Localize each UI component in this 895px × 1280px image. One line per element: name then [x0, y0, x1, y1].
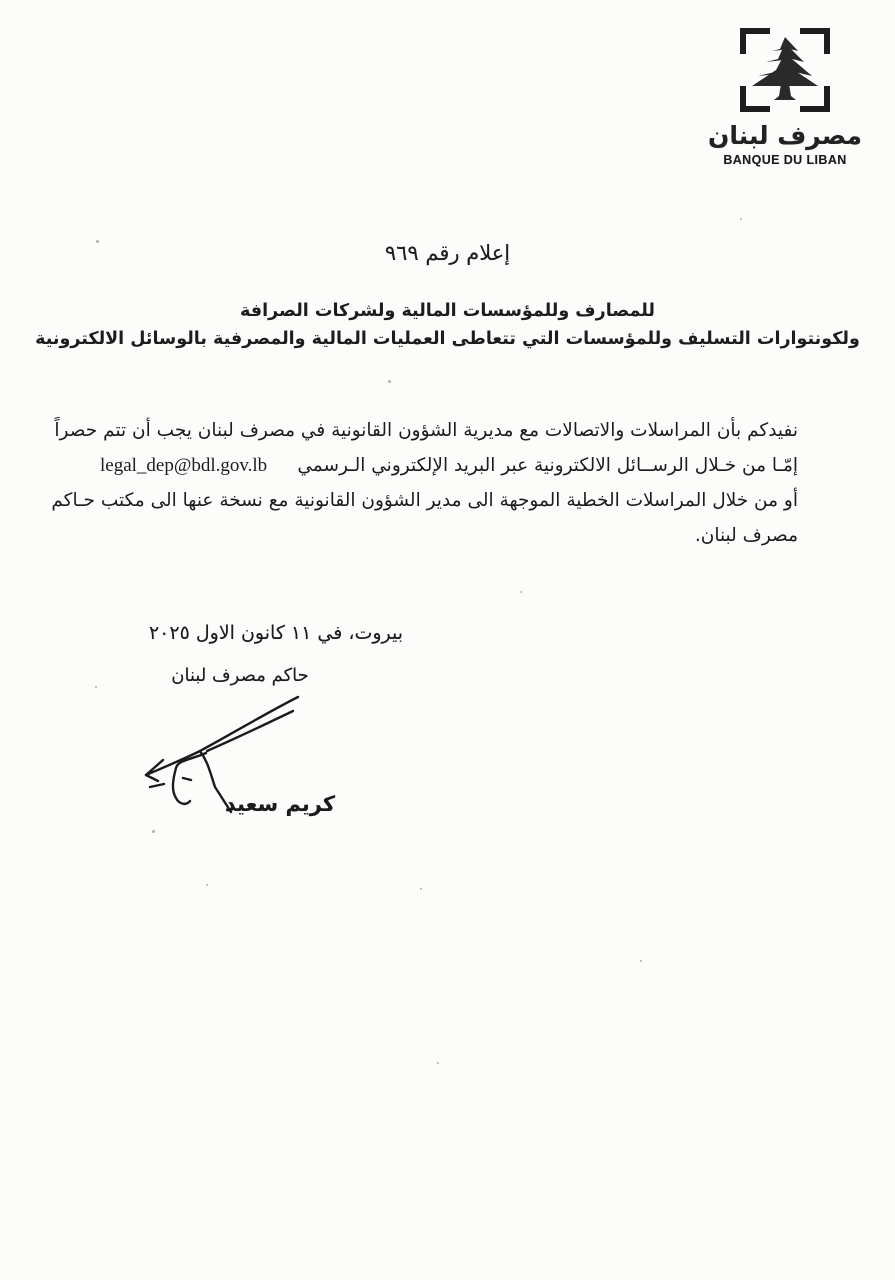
- scan-speck: [520, 591, 522, 593]
- scan-speck: [740, 218, 742, 220]
- body-paragraph: [51, 413, 798, 553]
- cedar-tree-shape: [752, 37, 818, 100]
- scan-speck: [152, 830, 155, 833]
- scan-speck: [420, 888, 422, 890]
- addressee-block: [0, 297, 895, 353]
- body-line-4: مصرف لبنان.: [694, 525, 798, 546]
- scan-speck: [96, 240, 99, 243]
- body-line-3: [51, 483, 798, 518]
- scan-speck: [640, 960, 642, 962]
- body-line-3-text: أو من خلال المراسلات الخطية الموجهة الى مدير الشؤون القانونية مع نسخة عنها الى مكتب حـاكم: [51, 490, 798, 511]
- addressee-line-2: ولكونتوارات التسليف وللمؤسسات التي تتعاطى العمليات المالية والمصرفية بالوسائل الالكترونية: [35, 329, 860, 349]
- scan-speck: [95, 686, 97, 688]
- signer-name: كريم سعيد: [224, 792, 336, 816]
- date-line: بيروت، في ١١ كانون الاول ٢٠٢٥: [148, 622, 404, 644]
- logo-arabic-name: مصرف لبنان: [708, 121, 862, 150]
- body-line-2-text: إمّـا من خـلال الرســائل الالكترونية عبر البريد الإلكتروني الـرسمي: [297, 455, 798, 476]
- handwritten-signature: [118, 690, 340, 818]
- addressee-line-1: للمصارف وللمؤسسات المالية ولشركات الصرافة: [240, 301, 655, 321]
- bdl-letterhead: [700, 28, 870, 167]
- scan-speck: [437, 1062, 439, 1064]
- body-line-1: [54, 413, 798, 448]
- announcement-title: إعلام رقم ٩٦٩: [384, 241, 511, 265]
- cedar-tree-icon: [740, 28, 830, 112]
- body-line-2: [100, 448, 798, 483]
- body-line-1-text: نفيدكم بأن المراسلات والاتصالات مع مديرية الشؤون القانونية في مصرف لبنان يجب أن تتم حصراً: [54, 420, 798, 441]
- signer-title: حاكم مصرف لبنان: [171, 665, 309, 686]
- legal-department-email: legal_dep@bdl.gov.lb: [100, 455, 268, 476]
- logo-latin-name: BANQUE DU LIBAN: [723, 153, 847, 167]
- scan-speck: [388, 380, 391, 383]
- scan-speck: [206, 884, 208, 886]
